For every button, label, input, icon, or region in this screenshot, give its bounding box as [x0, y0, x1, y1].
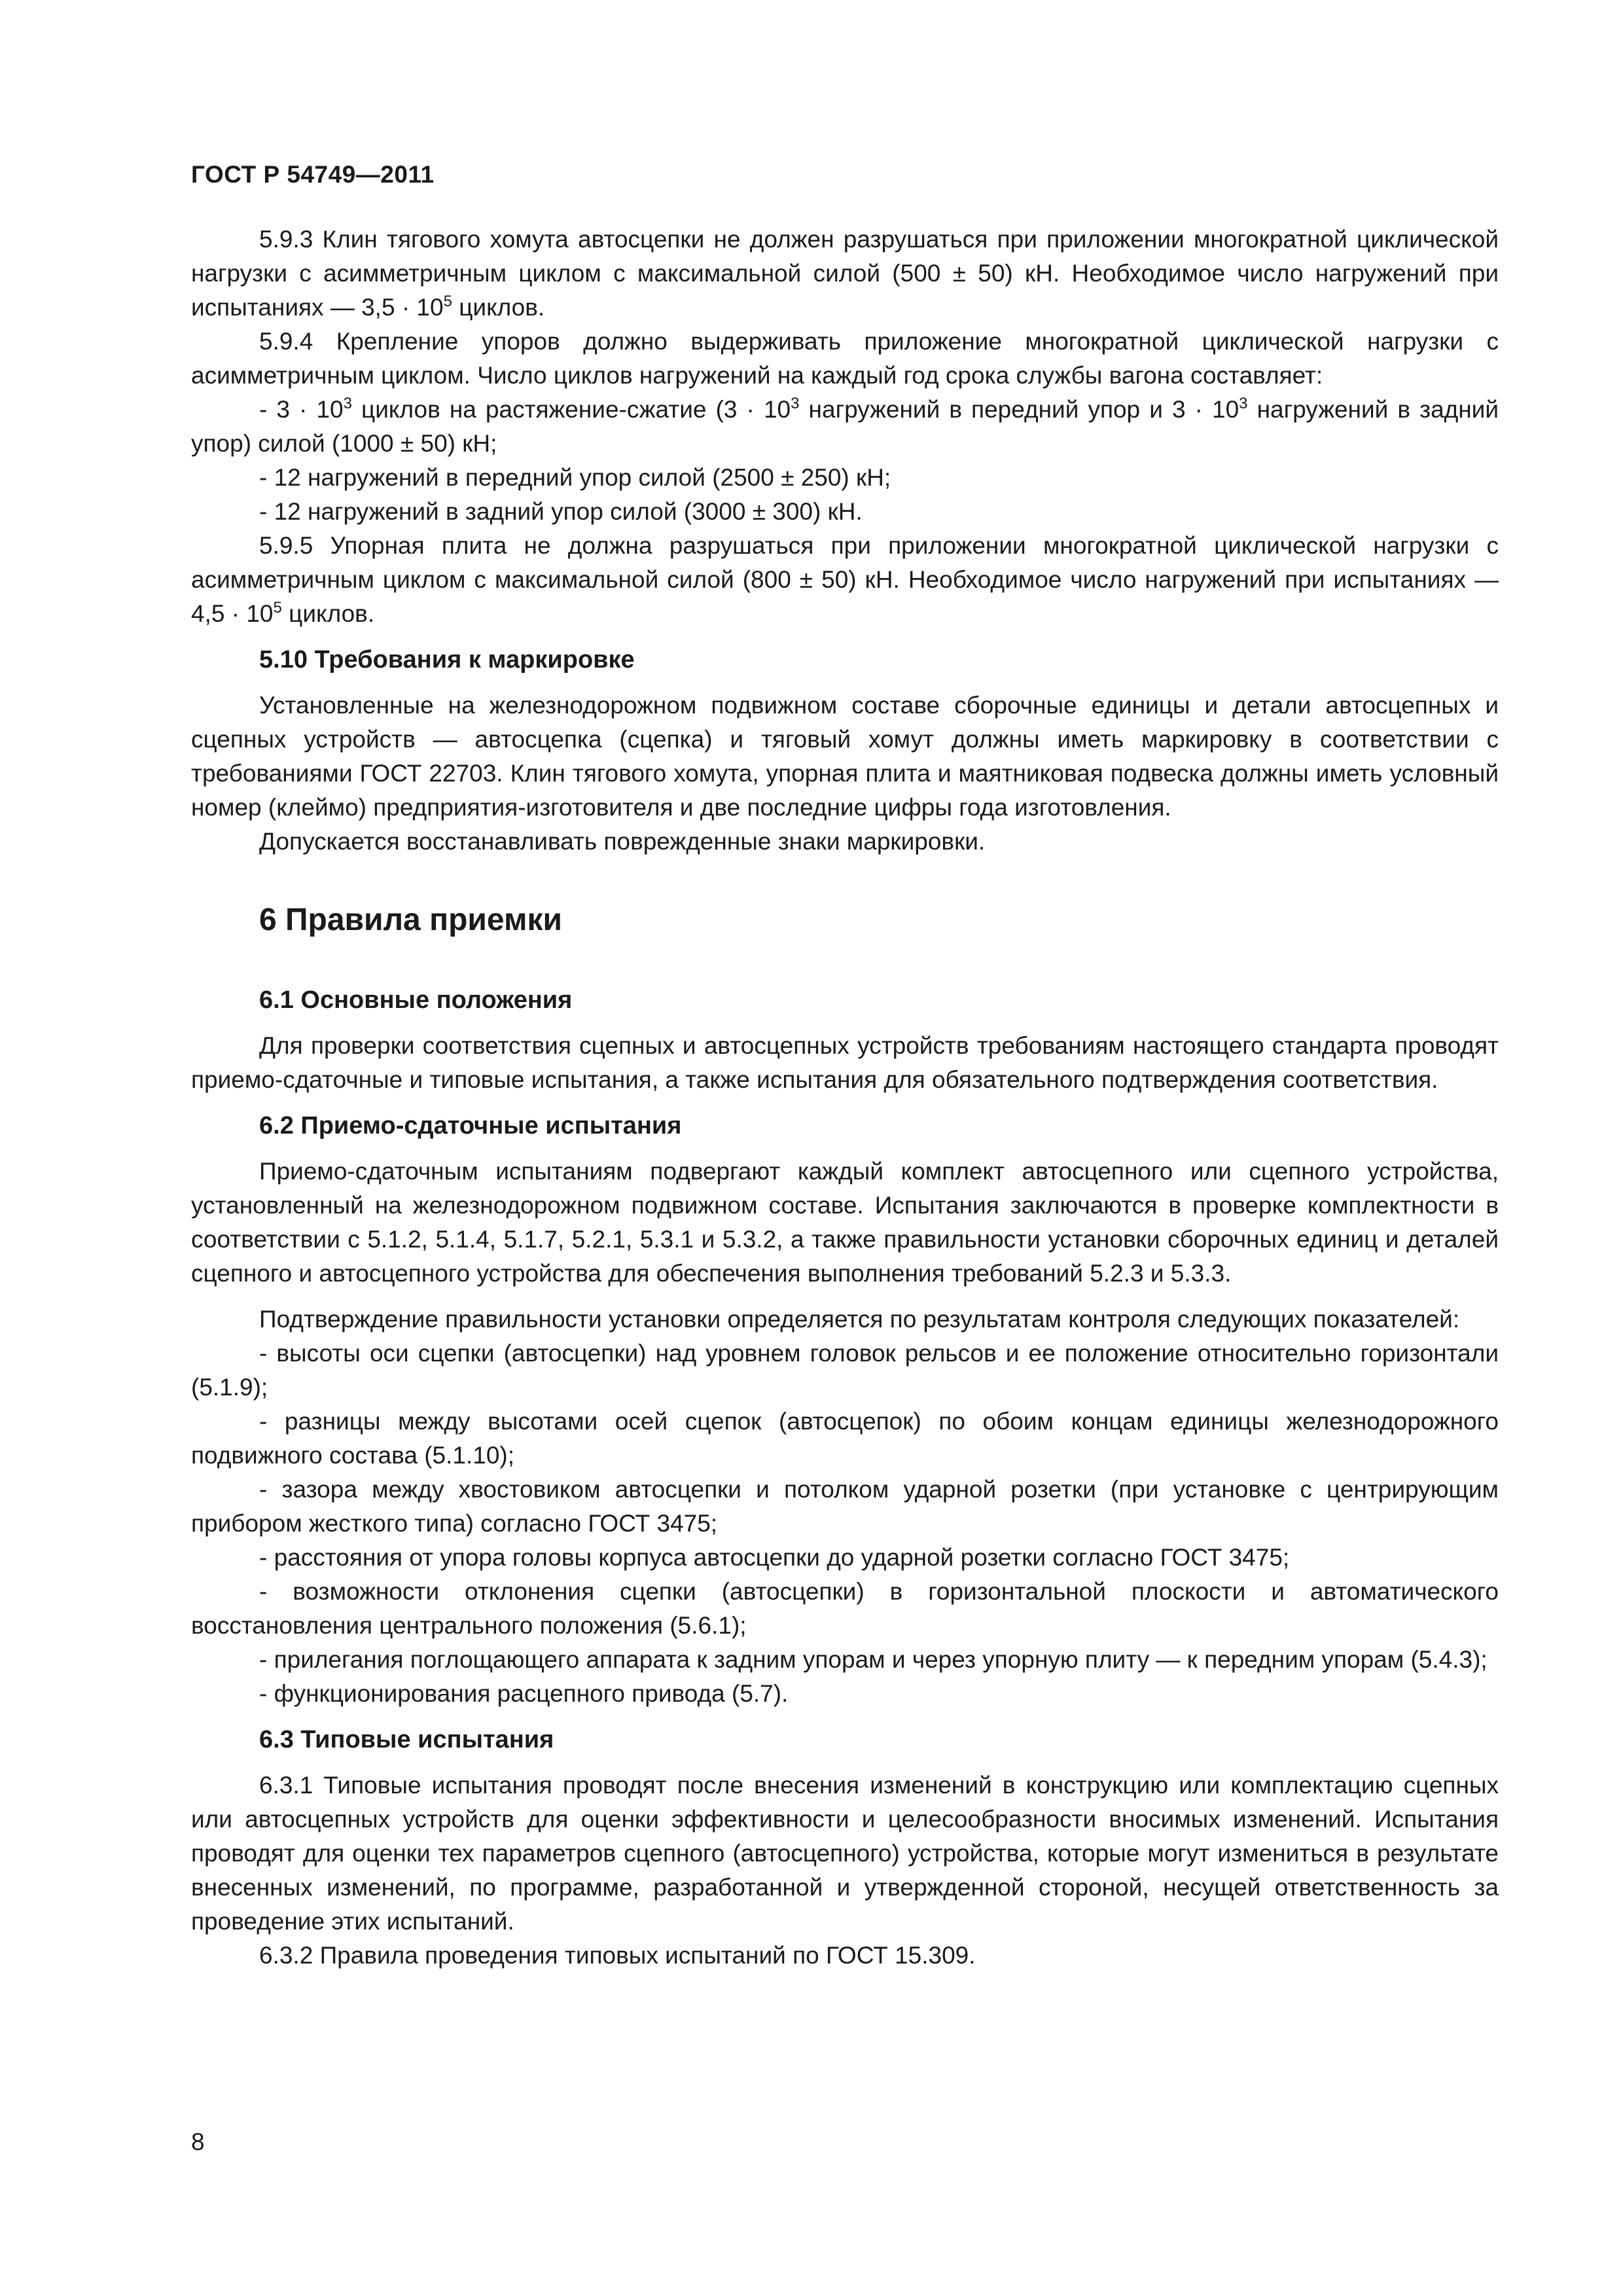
document-body: [191, 223, 1499, 1973]
paragraph: Приемо-сдаточным испытаниям подвергают каждый комплект автосцепного или сцепного устройства, установленный на железнодорожном подвижном составе. Испытания заключаются в проверке комплектности в соответствии с 5.1.2, 5.1.4, 5.1.7, 5.2.1, 5.3.1 и 5.3.2, а также правильности установки сборочных единиц и деталей сцепного и автосцепного устройства для обеспечения выполнения требований 5.2.3 и 5.3.3.: [191, 1158, 1499, 1287]
list-item: - 12 нагружений в задний упор силой (3000 ± 300) кН.: [259, 498, 863, 525]
list-item: - $3 \cdot 10^3$ циклов на растяжение-сжатие ($3 \cdot 10^3$ нагружений в передний упор и $3 \cdot 10^3$ нагружений в задний упор) силой (1000 ± 50) кН;: [191, 395, 1499, 457]
paragraph: Допускается восстанавливать поврежденные знаки маркировки.: [259, 828, 986, 855]
heading-5-10: 5.10 Требования к маркировке: [259, 646, 635, 673]
paragraph: Установленные на железнодорожном подвижном составе сборочные единицы и детали автосцепных и сцепных устройств — автосцепка (сцепка) и тяговый хомут должны иметь маркировку в соответствии с требованиями ГОСТ 22703. Клин тягового хомута, упорная плита и маятниковая подвеска должны иметь условный номер (клеймо) предприятия-изготовителя и две последние цифры года изготовления.: [191, 692, 1499, 821]
clause-5-9-3: 5.9.3 Клин тягового хомута автосцепки не должен разрушаться при приложении многократной циклической нагрузки с асимметричным циклом с максимальной силой (500 ± 50) кН. Необходимое число нагружений при испытаниях — $3,5 \cdot 10^5$ циклов.: [191, 226, 1499, 321]
list-item: - возможности отклонения сцепки (автосцепки) в горизонтальной плоскости и автоматического восстановления центрального положения (5.6.1);: [191, 1578, 1499, 1639]
list-item: - функционирования расцепного привода (5.7).: [259, 1680, 789, 1707]
heading-6-1: 6.1 Основные положения: [259, 986, 573, 1014]
heading-6-2: 6.2 Приемо-сдаточные испытания: [259, 1112, 682, 1139]
list-item: - разницы между высотами осей сцепок (автосцепок) по обоим концам единицы железнодорожного подвижного состава (5.1.10);: [191, 1408, 1499, 1469]
document-code-header: ГОСТ Р 54749—2011: [191, 161, 435, 188]
paragraph: Для проверки соответствия сцепных и автосцепных устройств требованиям настоящего стандарта проводят приемо-сдаточные и типовые испытания, а также испытания для обязательного подтверждения соответствия.: [191, 1032, 1499, 1093]
clause-5-9-5: 5.9.5 Упорная плита не должна разрушаться при приложении многократной циклической нагрузки с асимметричным циклом с максимальной силой (800 ± 50) кН. Необходимое число нагружений при испытаниях — $4,5 \cdot 10^5$ циклов.: [191, 532, 1499, 627]
list-item: - высоты оси сцепки (автосцепки) над уровнем головок рельсов и ее положение относительно горизонтали (5.1.9);: [191, 1340, 1499, 1401]
section-6-title: 6 Правила приемки: [259, 903, 563, 937]
clause-6-3-2: 6.3.2 Правила проведения типовых испытаний по ГОСТ 15.309.: [259, 1942, 976, 1969]
clause-5-9-4: 5.9.4 Крепление упоров должно выдерживать приложение многократной циклической нагрузки с асимметричным циклом. Число циклов нагружений на каждый год срока службы вагона составляет:: [191, 328, 1499, 389]
list-item: - расстояния от упора головы корпуса автосцепки до ударной розетки согласно ГОСТ 3475;: [259, 1544, 1290, 1571]
list-item: - прилегания поглощающего аппарата к задним упорам и через упорную плиту — к передним упорам (5.4.3);: [259, 1646, 1488, 1673]
paragraph: Подтверждение правильности установки определяется по результатам контроля следующих показателей:: [259, 1306, 1460, 1333]
page-number: 8: [191, 2128, 205, 2155]
heading-6-3: 6.3 Типовые испытания: [259, 1726, 554, 1753]
clause-6-3-1: 6.3.1 Типовые испытания проводят после внесения изменений в конструкцию или комплектацию сцепных или автосцепных устройств для оценки эффективности и целесообразности вносимых изменений. Испытания проводят для оценки тех параметров сцепного (автосцепного) устройства, которые могут измениться в результате внесенных изменений, по программе, разработанной и утвержденной стороной, несущей ответственность за проведение этих испытаний.: [191, 1772, 1499, 1935]
list-item: - зазора между хвостовиком автосцепки и потолком ударной розетки (при установке с центрирующим прибором жесткого типа) согласно ГОСТ 3475;: [191, 1476, 1499, 1537]
list-item: - 12 нагружений в передний упор силой (2500 ± 250) кН;: [259, 464, 891, 491]
